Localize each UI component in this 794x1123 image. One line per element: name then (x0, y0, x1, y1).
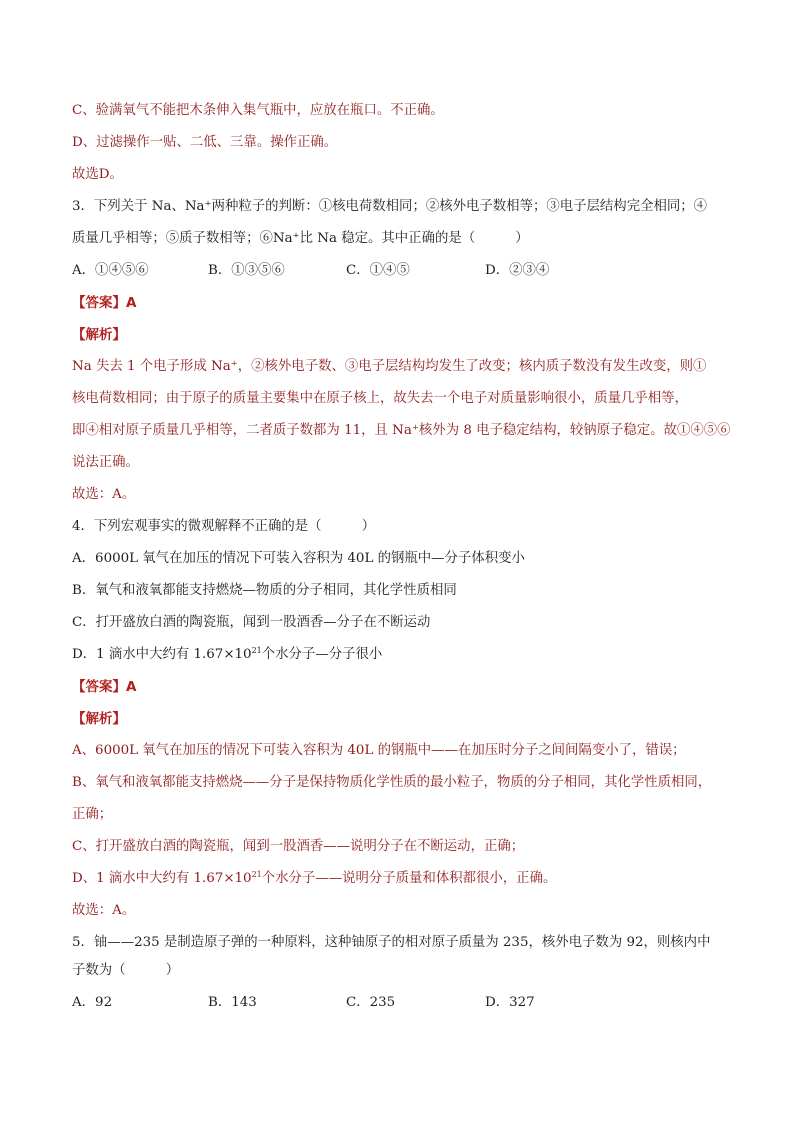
q5-stem-line1: 5．铀——235 是制造原子弹的一种原料，这种铀原子的相对原子质量为 235，核外电子数为 92，则核内中 (72, 935, 711, 950)
q4-option-d-exponent: 21 (251, 646, 262, 655)
q2-choose: 故选D。 (72, 167, 123, 182)
q3-analysis-line4: 说法正确。 (72, 455, 139, 470)
q3-stem-line2: 质量几乎相等；⑤质子数相等；⑥Na⁺比 Na 稳定。其中正确的是（ ） (72, 231, 529, 246)
q4-analysis-c: C、打开盛放白酒的陶瓷瓶，闻到一股酒香——说明分子在不断运动，正确； (72, 839, 525, 854)
q3-option-b: B．①③⑤⑥ (208, 263, 285, 278)
q4-analysis-d-exponent: 21 (251, 870, 262, 879)
q3-choose: 故选：A。 (72, 487, 136, 502)
q5-option-a: A．92 (72, 995, 113, 1010)
q3-answer: 【答案】A (72, 295, 137, 311)
q2-option-d-analysis: D、过滤操作一贴、二低、三靠。操作正确。 (72, 135, 338, 150)
q4-option-a: A．6000L 氧气在加压的情况下可装入容积为 40L 的钢瓶中—分子体积变小 (72, 551, 525, 566)
q4-answer: 【答案】A (72, 679, 137, 695)
q4-option-d-text-end: 个水分子—分子很小 (261, 647, 383, 662)
q4-analysis-b-line1: B、氧气和液氧都能支持燃烧——分子是保持物质化学性质的最小粒子，物质的分子相同，其化学性质相同， (72, 775, 712, 790)
q4-option-d-text: D．1 滴水中大约有 1.67×10 (72, 647, 252, 662)
q4-analysis-label: 【解析】 (72, 711, 126, 727)
q3-stem-line1: 3．下列关于 Na、Na⁺两种粒子的判断：①核电荷数相同；②核外电子数相等；③电子层结构完全相同；④ (72, 199, 708, 214)
q5-option-c: C．235 (346, 995, 396, 1010)
q4-analysis-d-text: D、1 滴水中大约有 1.67×10 (72, 871, 252, 886)
q4-option-b: B．氧气和液氧都能支持燃烧—物质的分子相同，其化学性质相同 (72, 583, 457, 598)
q4-choose: 故选：A。 (72, 903, 136, 918)
q3-option-d: D．②③④ (485, 263, 550, 278)
q2-option-c-analysis: C、验满氧气不能把木条伸入集气瓶中，应放在瓶口。不正确。 (72, 103, 444, 118)
q4-analysis-d-text-end: 个水分子——说明分子质量和体积都很小，正确。 (261, 871, 557, 886)
q5-option-b: B．143 (208, 995, 257, 1010)
q4-analysis-a: A、6000L 氧气在加压的情况下可装入容积为 40L 的钢瓶中——在加压时分子之间间隔变小了，错误； (72, 743, 686, 758)
q5-option-d: D．327 (485, 995, 535, 1010)
q3-analysis-line2: 核电荷数相同；由于原子的质量主要集中在原子核上，故失去一个电子对质量影响很小，质量几乎相等， (72, 391, 688, 406)
q4-analysis-b-line2: 正确； (72, 807, 113, 822)
q3-option-c: C．①④⑤ (346, 263, 410, 278)
q4-option-d (72, 645, 732, 665)
q3-analysis-line1: Na 失去 1 个电子形成 Na⁺，②核外电子数、③电子层结构均发生了改变；核内质子数没有发生改变，则① (72, 359, 707, 374)
q3-analysis-line3: 即④相对原子质量几乎相等，二者质子数都为 11，且 Na⁺核外为 8 电子稳定结构，较钠原子稳定。故①④⑤⑥ (72, 423, 731, 438)
q4-stem: 4．下列宏观事实的微观解释不正确的是（ ） (72, 519, 376, 534)
q5-stem-line2: 子数为（ ） (72, 963, 180, 978)
q3-option-a: A．①④⑤⑥ (72, 263, 149, 278)
q4-analysis-d (72, 869, 732, 889)
q4-option-c: C．打开盛放白酒的陶瓷瓶，闻到一股酒香—分子在不断运动 (72, 615, 431, 630)
q3-analysis-label: 【解析】 (72, 327, 126, 343)
